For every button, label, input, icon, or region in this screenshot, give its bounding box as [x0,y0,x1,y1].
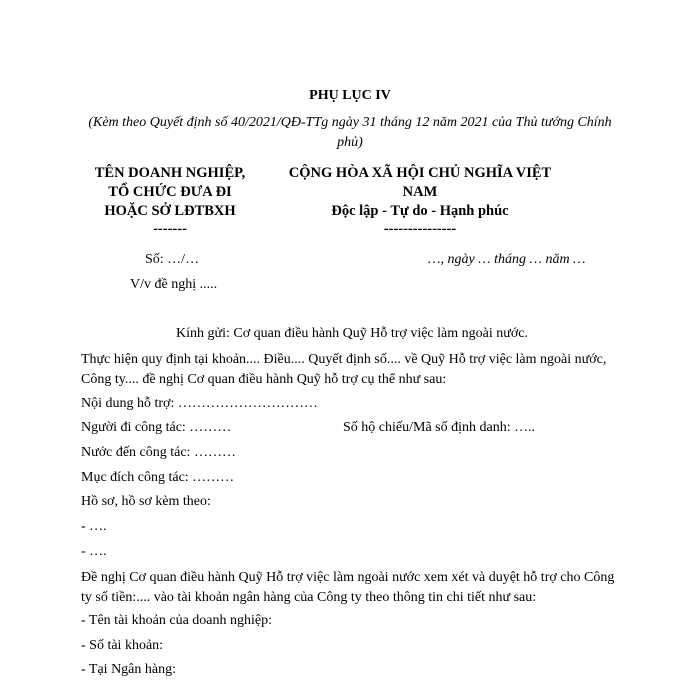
attached-documents-label: Hồ sơ, hồ sơ kèm theo: [81,494,211,509]
attached-document-item-2: - …. [81,544,107,559]
bank-field: - Tại Ngân hàng: [81,662,176,677]
document-subject: V/v đề nghị ..... [130,277,218,292]
passport-field: Số hộ chiếu/Mã số định danh: ….. [343,420,536,435]
national-title: CỘNG HÒA XÃ HỘI CHỦ NGHĨA VIỆT NAM [288,165,552,200]
attached-document-item-1: - …. [81,519,107,534]
trip-purpose-field: Mục đích công tác: ……… [81,470,235,485]
traveler-field: Người đi công tác: ……… [81,420,232,435]
document-subtitle: (Kèm theo Quyết định số 40/2021/QĐ-TTg ngày 31 tháng 12 năm 2021 của Thủ tướng Chính phủ) [88,115,612,150]
support-content-field: Nội dung hỗ trợ: ………………………… [81,396,318,411]
national-rule: --------------- [383,221,457,237]
intro-paragraph: Thực hiện quy định tại khoản.... Điều.... Quyết định số.... về Quỹ Hỗ trợ việc làm ngoài nước, Công ty.... đề nghị Cơ quan điều hành Quỹ hỗ trợ cụ thể như sau: [81,352,607,387]
account-name-field: - Tên tài khoản của doanh nghiệp: [81,613,273,628]
reference-number: Số: …/… [145,252,200,267]
national-header [270,164,570,237]
organization-line-1: TÊN DOANH NGHIỆP, [94,165,246,181]
organization-rule: ------- [153,221,187,237]
addressee: Kính gửi: Cơ quan điều hành Quỹ Hỗ trợ việc làm ngoài nước. [176,326,528,341]
document-title: PHỤ LỤC IV [309,88,391,103]
organization-header [85,164,255,237]
account-number-field: - Số tài khoản: [81,638,164,653]
document-date: …, ngày … tháng … năm … [428,252,586,267]
national-motto: Độc lập - Tự do - Hạnh phúc [331,203,509,219]
request-paragraph: Đề nghị Cơ quan điều hành Quỹ Hỗ trợ việc làm ngoài nước xem xét và duyệt hỗ trợ cho Công ty số tiền:.... vào tài khoản ngân hàng của Công ty theo thông tin chi tiết như sau: [81,570,615,605]
organization-line-2: TỔ CHỨC ĐƯA ĐI [108,184,232,200]
organization-line-3: HOẶC SỞ LĐTBXH [104,203,236,219]
destination-country-field: Nước đến công tác: ……… [81,445,236,460]
